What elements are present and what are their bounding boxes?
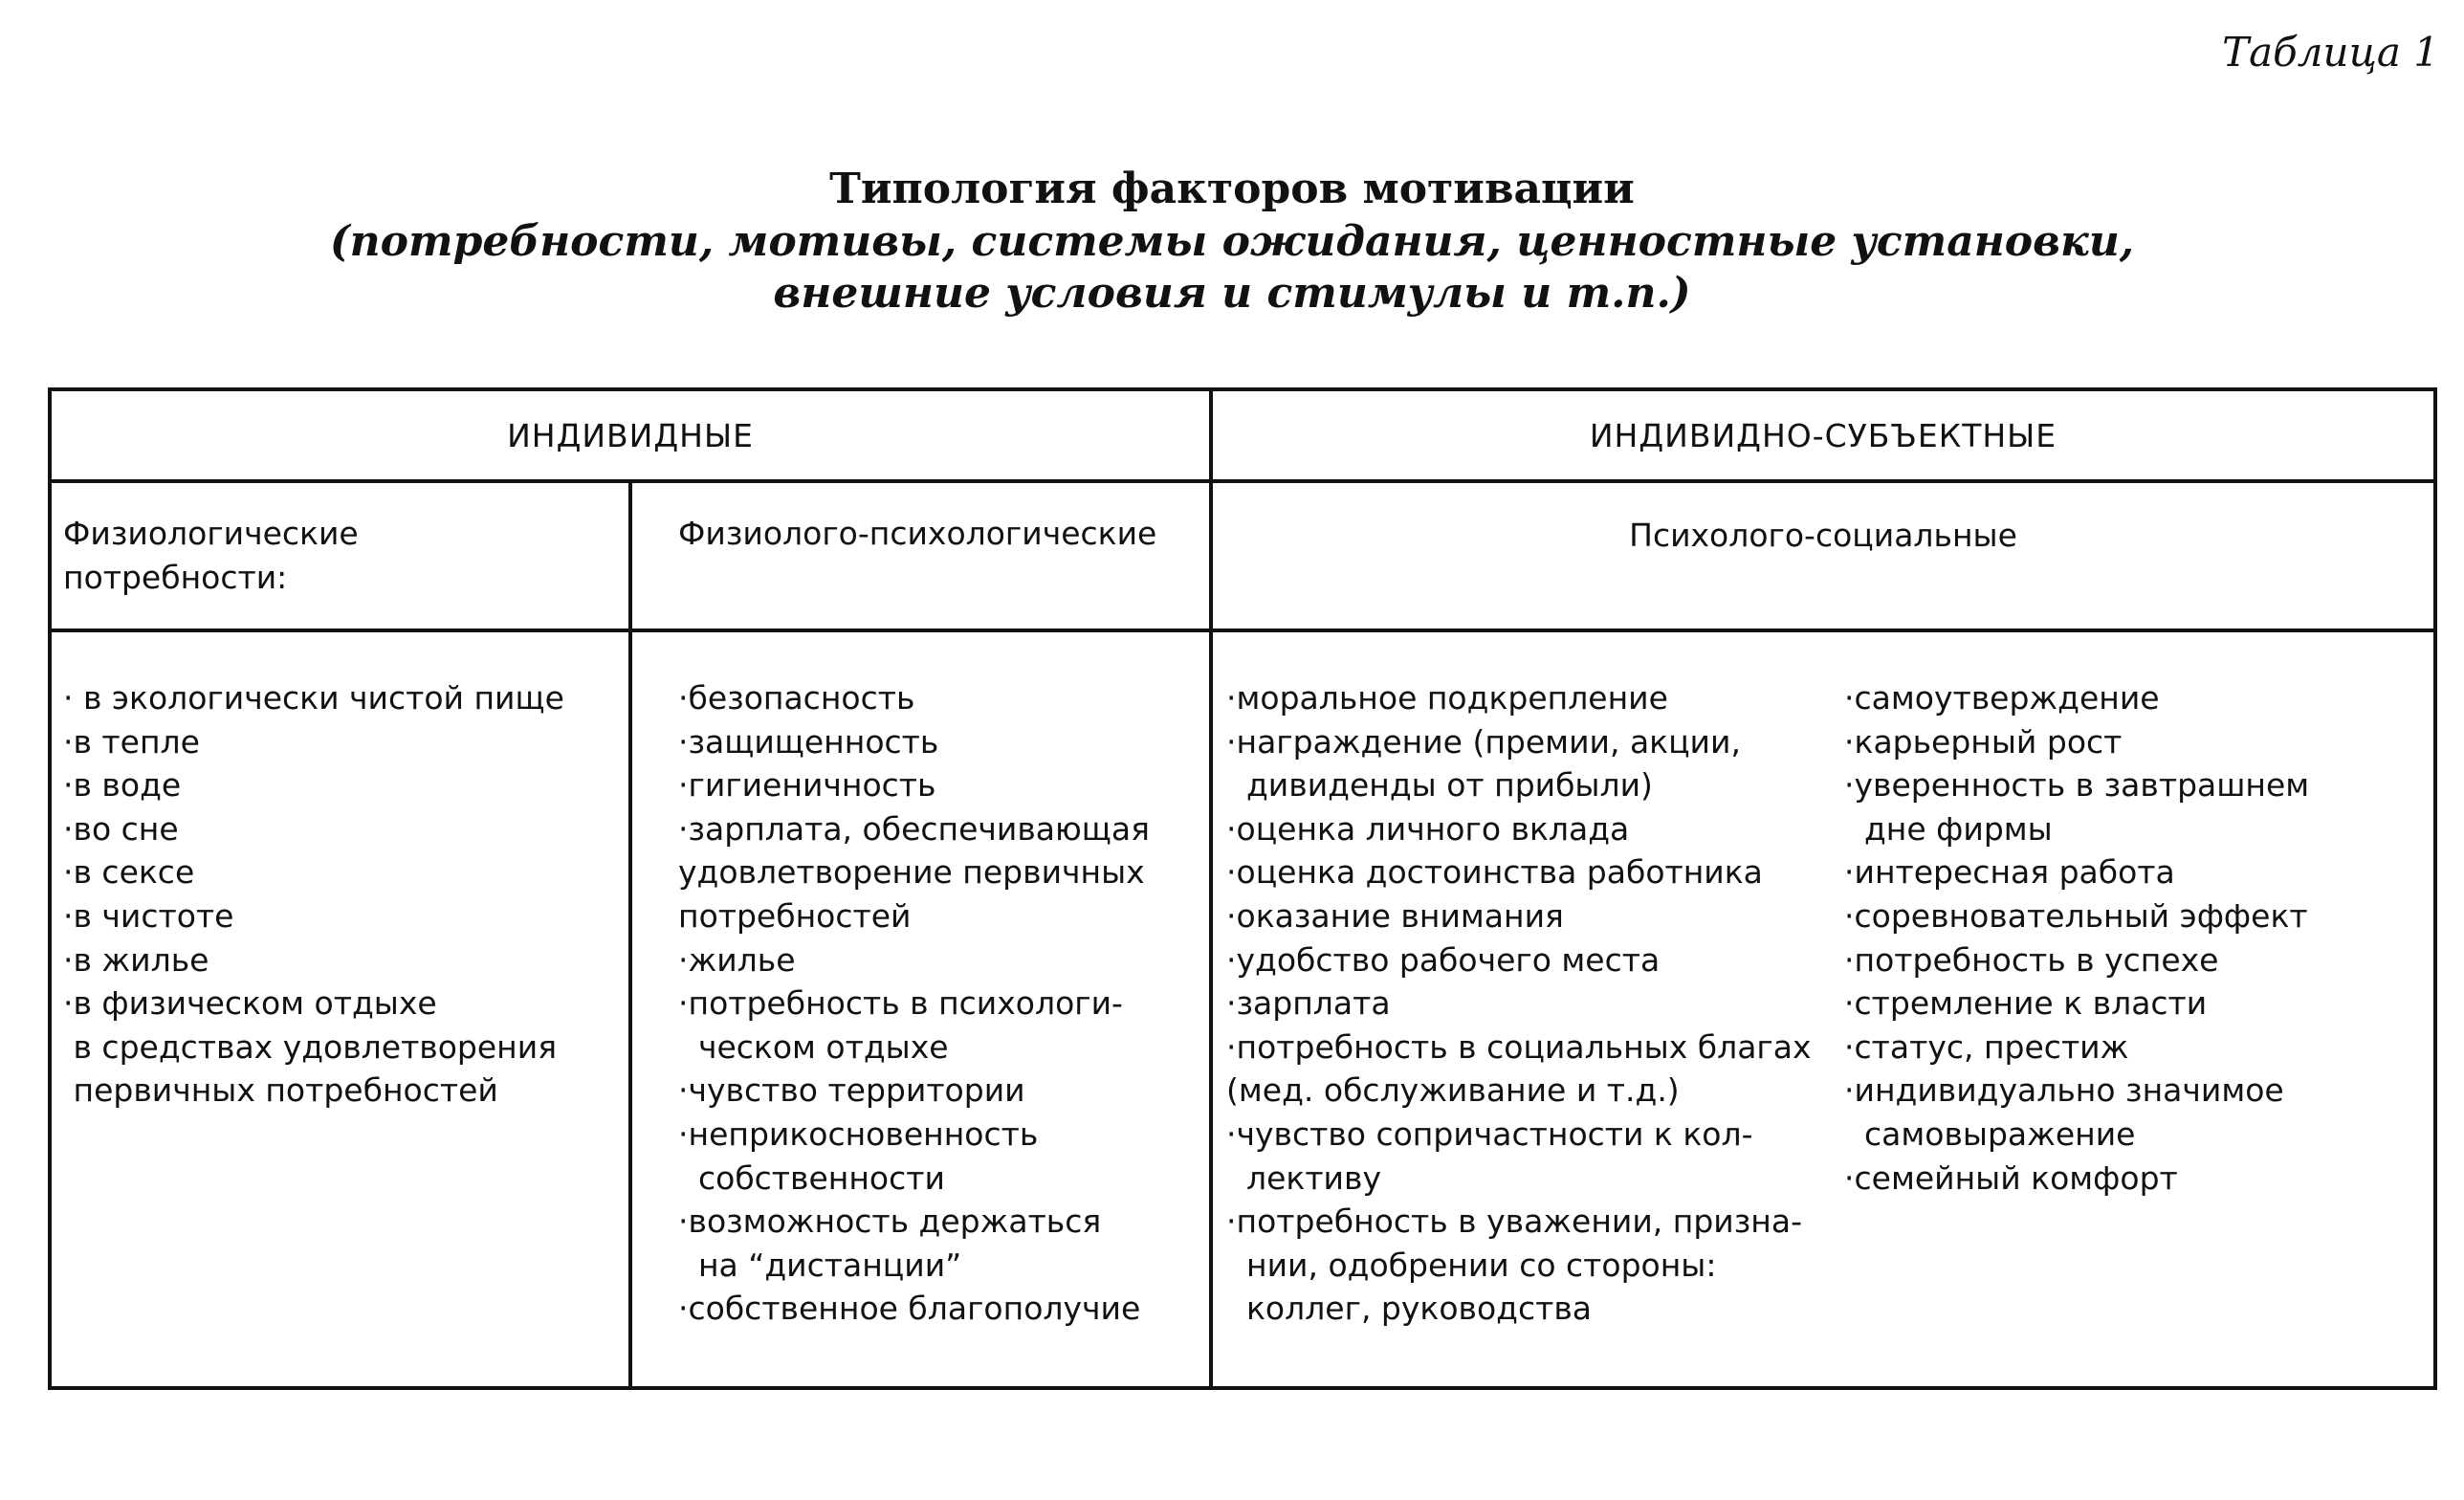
table-number-label: Таблица 1 (2222, 29, 2439, 76)
list-item: первичных потребностей (63, 1071, 498, 1110)
list-item: собственности (678, 1158, 945, 1197)
list-item: ·зарплата (1226, 984, 1391, 1023)
subheader-physiological-line-2: потребности: (63, 559, 288, 596)
list-item: ·во сне (63, 809, 179, 848)
list-item: ·собственное благополучие (678, 1290, 1141, 1328)
list-item: · в экологически чистой пище (63, 679, 564, 717)
subheader-row (50, 481, 2435, 630)
list-item: самовыражение (1844, 1114, 2136, 1153)
list-item: ·в воде (63, 766, 182, 805)
list-item: ·потребность в социальных благах (1226, 1027, 1812, 1066)
psycho-social-list-right (1838, 676, 2309, 1331)
list-item: ·потребность в успехе (1844, 940, 2219, 979)
subheader-physiological (50, 481, 630, 630)
list-item: ·в тепле (63, 722, 200, 761)
list-item: ·удобство рабочего места (1226, 940, 1661, 979)
physio-psychological-list (632, 676, 1209, 1331)
list-item: ·уверенность в завтрашнем (1844, 766, 2310, 805)
list-item: ·моральное подкрепление (1226, 679, 1668, 717)
cell-physio-psychological (630, 630, 1211, 1388)
physiological-needs-list (52, 676, 628, 1113)
list-item: ·безопасность (678, 679, 915, 717)
list-item: ·потребность в уважении, призна- (1226, 1202, 1803, 1241)
group-header-individual: ИНДИВИДНЫЕ (50, 389, 1211, 481)
list-item: ·самоутверждение (1844, 679, 2160, 717)
list-item: ·чувство территории (678, 1071, 1025, 1110)
list-item: лективу (1226, 1158, 1381, 1197)
table-subtitle-line-2: внешние условия и стимулы и т.п.) (773, 269, 1691, 318)
list-item: ческом отдыхе (678, 1027, 949, 1066)
list-item: ·неприкосновенность (678, 1114, 1039, 1153)
subheader-physiological-line-1: Физиологические (63, 515, 359, 552)
subheader-psycho-social: Психолого-социальные (1211, 481, 2435, 630)
list-item: коллег, руководства (1226, 1290, 1593, 1328)
list-item: ·чувство сопричастности к кол- (1226, 1114, 1753, 1153)
list-item: ·зарплата, обеспечивающая (678, 809, 1150, 848)
list-item: (мед. обслуживание и т.д.) (1226, 1071, 1680, 1110)
list-item: ·в жилье (63, 940, 209, 979)
list-item: ·награждение (премии, акции, (1226, 722, 1741, 761)
list-item: ·оценка личного вклада (1226, 809, 1630, 848)
list-item: ·статус, престиж (1844, 1027, 2129, 1066)
list-item: нии, одобрении со стороны: (1226, 1246, 1717, 1284)
list-item: ·в чистоте (63, 896, 234, 935)
list-item: ·возможность держаться (678, 1202, 1102, 1241)
list-item: ·защищенность (678, 722, 939, 761)
table-title: Типология факторов мотивации (829, 165, 1635, 213)
motivation-factors-table (48, 387, 2437, 1390)
list-item: потребностей (678, 896, 912, 935)
group-header-row (50, 389, 2435, 481)
list-item: ·стремление к власти (1844, 984, 2208, 1023)
list-item: удовлетворение первичных (678, 853, 1145, 892)
table-subtitle-line-1: (потребности, мотивы, системы ожидания, ценностные установки, (329, 217, 2135, 266)
list-item: ·в физическом отдыхе (63, 984, 437, 1023)
cell-psycho-social (1211, 630, 2435, 1388)
body-row (50, 630, 2435, 1388)
list-item: ·в сексе (63, 853, 195, 892)
list-item: ·оказание внимания (1226, 896, 1564, 935)
subheader-physio-psychological: Физиолого-психологические (630, 481, 1211, 630)
list-item: в средствах удовлетворения (63, 1027, 558, 1066)
title-block (0, 163, 2464, 320)
list-item: дивиденды от прибыли) (1226, 766, 1653, 805)
list-item: на “дистанции” (678, 1246, 962, 1284)
list-item: ·потребность в психологи- (678, 984, 1123, 1023)
cell-physiological-needs (50, 630, 630, 1388)
group-header-individual-subject: ИНДИВИДНО-СУБЪЕКТНЫЕ (1211, 389, 2435, 481)
list-item: ·интересная работа (1844, 853, 2175, 892)
list-item: ·оценка достоинства работника (1226, 853, 1763, 892)
list-item: ·соревновательный эффект (1844, 896, 2308, 935)
list-item: ·карьерный рост (1844, 722, 2123, 761)
list-item: ·семейный комфорт (1844, 1158, 2178, 1197)
list-item: ·гигиеничность (678, 766, 936, 805)
list-item: дне фирмы (1844, 809, 2053, 848)
psycho-social-columns (1213, 676, 2433, 1331)
list-item: ·индивидуально значимое (1844, 1071, 2284, 1110)
psycho-social-list-left (1213, 676, 1838, 1331)
list-item: ·жилье (678, 940, 796, 979)
